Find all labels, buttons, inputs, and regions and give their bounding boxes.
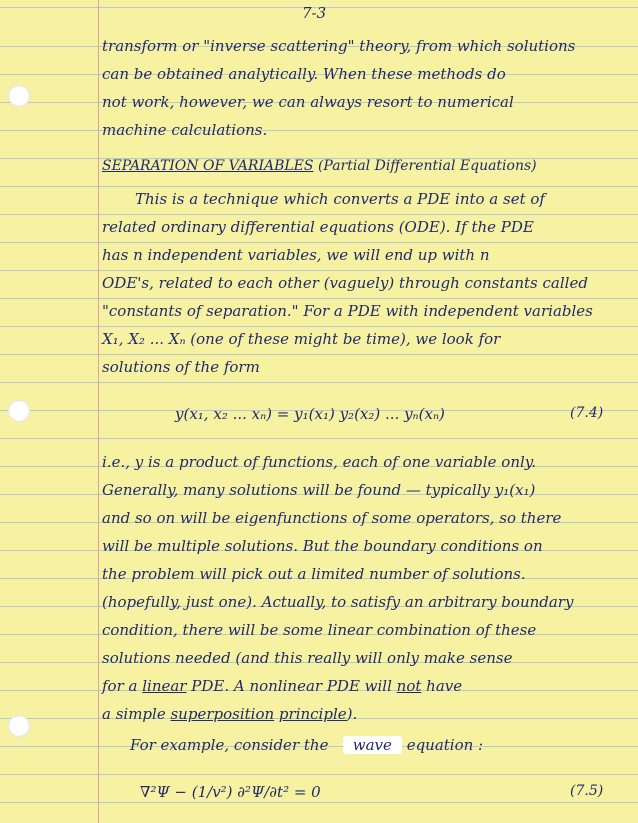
text-line: transform or "inverse scattering" theory, from which solutions — [102, 37, 576, 55]
text-line: (hopefully, just one). Actually, to satisfy an arbitrary boundary — [102, 593, 574, 611]
text-line — [102, 676, 462, 696]
text-line: not work, however, we can always resort to numerical — [102, 93, 514, 111]
heading-subtitle: (Partial Differential Equations) — [317, 158, 537, 174]
punch-hole — [8, 715, 30, 737]
text-line — [130, 735, 483, 755]
text-span: PDE. A nonlinear PDE will — [186, 677, 397, 695]
text-line: solutions of the form — [102, 358, 260, 376]
text-line: the problem will pick out a limited number of solutions. — [102, 565, 526, 583]
text-line: has n independent variables, we will end up with n — [102, 246, 490, 264]
text-span: for a — [102, 677, 143, 695]
underlined-word: superposition — [170, 705, 275, 723]
section-heading — [102, 158, 537, 174]
text-line: i.e., y is a product of functions, each of one variable only. — [102, 453, 537, 471]
equation-7-4: y(x₁, x₂ ... xₙ) = y₁(x₁) y₂(x₂) ... yₙ(xₙ) — [175, 405, 445, 423]
underlined-word: not — [396, 677, 422, 695]
text-span: a simple — [102, 705, 171, 723]
page-number: 7-3 — [302, 4, 327, 22]
text-line: related ordinary differential equations (ODE). If the PDE — [102, 218, 534, 236]
text-line: solutions needed (and this really will only make sense — [102, 649, 513, 667]
text-line: will be multiple solutions. But the boundary conditions on — [102, 537, 543, 555]
text-line: "constants of separation." For a PDE with independent variables — [102, 302, 593, 320]
text-span: equation : — [406, 736, 484, 754]
punch-hole — [8, 85, 30, 107]
margin-line — [98, 0, 99, 823]
text-line: machine calculations. — [102, 121, 268, 139]
equation-number: (7.4) — [570, 405, 604, 421]
equation-7-5: ∇²Ψ − (1/v²) ∂²Ψ/∂t² = 0 — [140, 783, 321, 801]
underlined-word: principle — [278, 705, 347, 723]
text-line: condition, there will be some linear combination of these — [102, 621, 537, 639]
text-line: and so on will be eigenfunctions of some operators, so there — [102, 509, 562, 527]
text-span: For example, consider the — [130, 736, 329, 754]
text-line: Generally, many solutions will be found — typically y₁(x₁) — [102, 481, 536, 499]
text-span: ). — [346, 705, 358, 723]
equation-number: (7.5) — [570, 783, 604, 799]
text-line: can be obtained analytically. When these methods do — [102, 65, 506, 83]
text-line — [102, 704, 357, 724]
text-line: This is a technique which converts a PDE into a set of — [135, 190, 545, 208]
text-span: have — [421, 677, 463, 695]
text-line: X₁, X₂ ... Xₙ (one of these might be time), we look for — [102, 330, 501, 348]
underlined-word: linear — [142, 677, 187, 695]
heading-title: SEPARATION OF VARIABLES — [102, 158, 314, 174]
punch-hole — [8, 400, 30, 422]
highlighted-word: wave — [343, 736, 402, 754]
text-line: ODE's, related to each other (vaguely) through constants called — [102, 274, 588, 292]
